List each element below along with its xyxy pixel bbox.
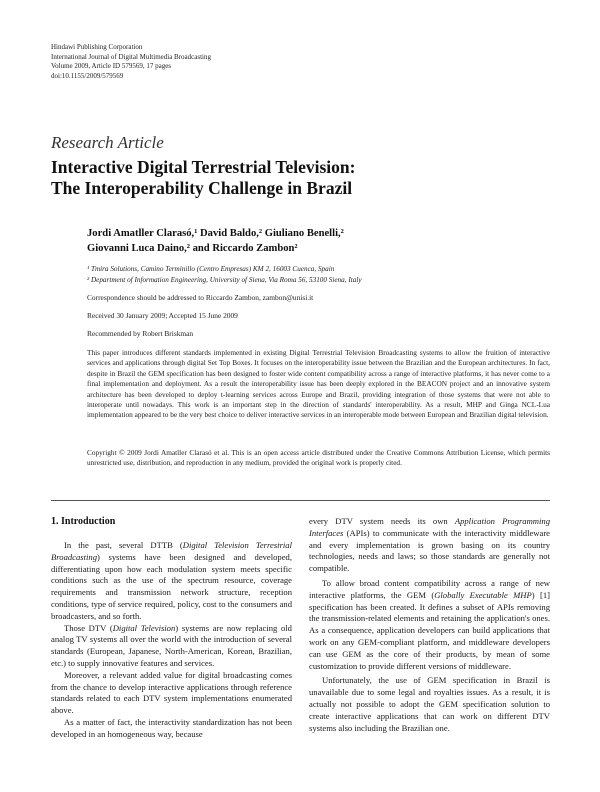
title-line-1: Interactive Digital Terrestrial Television: xyxy=(51,157,356,177)
received-dates: Received 30 January 2009; Accepted 15 June 2009 xyxy=(87,311,238,320)
divider xyxy=(51,500,550,501)
publisher-info xyxy=(51,43,211,81)
abstract: This paper introduces different standards implemented in existing Digital Terrestrial Television Broadcasting systems to allow the fruition of interactive services and applications through digital Set Top Boxes. It focuses on the interoperability issue between the Brazilian and the European architectures. In fact, despite in Brazil the GEM specification has been designed to foster wide content compatibility across a range of interactive platforms, it has never come to a final implementation and deployment. As a result the interoperability issue has been deeply explored in the BEACON project and an innovative system architecture has been developed to deploy t-learning services across Europe and Brazil, providing integration of those systems that were not able to interoperate until nowadays. This work is an important step in the direction of standards' interoperability. As a result, MHP and Ginga NCL-Lua implementation appeared to be the very best choice to deliver interactive services in an interoperable mode between European and Brazilian digital television. xyxy=(87,348,550,420)
correspondence: Correspondence should be addressed to Riccardo Zambon, zambon@unisi.it xyxy=(87,293,314,302)
publisher-name: Hindawi Publishing Corporation xyxy=(51,43,143,51)
authors-line-1: Jordi Amatller Clarasó,¹ David Baldo,² Giuliano Benelli,² xyxy=(87,228,344,239)
paragraph: every DTV system needs its own Application Programming Interfaces (APIs) to communicate with the interactivity middleware and every implementation is grown basing on its country technologies, needs and laws; so those standards are generally not compatible. xyxy=(309,516,550,574)
paragraph: Unfortunately, the use of GEM specification in Brazil is unavailable due to some legal and royalties issues. As a result, it is actually not possible to adopt the GEM specification solution to create interactive applications that can work on different DTV systems also including the Brazilian one. xyxy=(309,675,550,733)
paper-title xyxy=(51,157,355,199)
author-list xyxy=(87,226,344,256)
paragraph: Moreover, a relevant added value for digital broadcasting comes from the chance to develop interactive applications through reference standards related to each DTV system implementations enumerated above. xyxy=(51,669,292,716)
affiliation-1: ¹ Tmira Solutions, Camino Terminillo (Centro Empresas) KM 2, 16003 Cuenca, Spain xyxy=(87,265,335,273)
right-column xyxy=(309,516,550,734)
article-type: Research Article xyxy=(51,133,164,152)
affiliation-2: ² Department of Information Engineering, University of Siena, Via Roma 56, 53100 Siena, Italy xyxy=(87,276,362,284)
volume-info: Volume 2009, Article ID 579569, 17 pages xyxy=(51,62,172,71)
title-line-2: The Interoperability Challenge in Brazil xyxy=(51,178,353,198)
paragraph: To allow broad content compatibility across a range of new interactive platforms, the GEM (Globally Executable MHP) [1] specification has been created. It defines a subset of APIs removing the transmission-related elements and retaining the application's ones. As a consequence, application developers can build applications that work on any GEM-compliant platform, and middleware developers can use GEM as the core of their products, by mean of some customization to provide different versions of middleware. xyxy=(309,577,550,671)
affiliations xyxy=(87,264,362,286)
section-heading: 1. Introduction xyxy=(51,516,116,527)
recommended-by: Recommended by Robert Briskman xyxy=(87,329,194,338)
authors-line-2: Giovanni Luca Daino,² and Riccardo Zambon² xyxy=(87,243,298,254)
doi: doi:10.1155/2009/579569 xyxy=(51,71,124,80)
left-column xyxy=(51,516,292,741)
paragraph: In the past, several DTTB (Digital Television Terrestrial Broadcasting) systems have been designed and developed, differentiating upon how each modulation system meets specific conditions such as the use of the spectrum resource, coverage requirements and transmission network structure, reception conditions, type of service required, policy, cost to the consumers and broadcasters, and so forth. xyxy=(51,540,292,621)
copyright-notice: Copyright © 2009 Jordi Amatller Clarasó et al. This is an open access article distributed under the Creative Commons Attribution License, which permits unrestricted use, distribution, and reproduction in any medium, provided the original work is properly cited. xyxy=(87,448,550,468)
paragraph: Those DTV (Digital Television) systems are now replacing old analog TV systems all over the world with the introduction of several standards (European, Japanese, North-American, Korean, Brazilian, etc.) to supply innovative features and services. xyxy=(51,622,292,668)
paragraph: As a matter of fact, the interactivity standardization has not been developed in an homogeneous way, because xyxy=(51,716,292,739)
journal-name: International Journal of Digital Multimedia Broadcasting xyxy=(51,52,211,61)
